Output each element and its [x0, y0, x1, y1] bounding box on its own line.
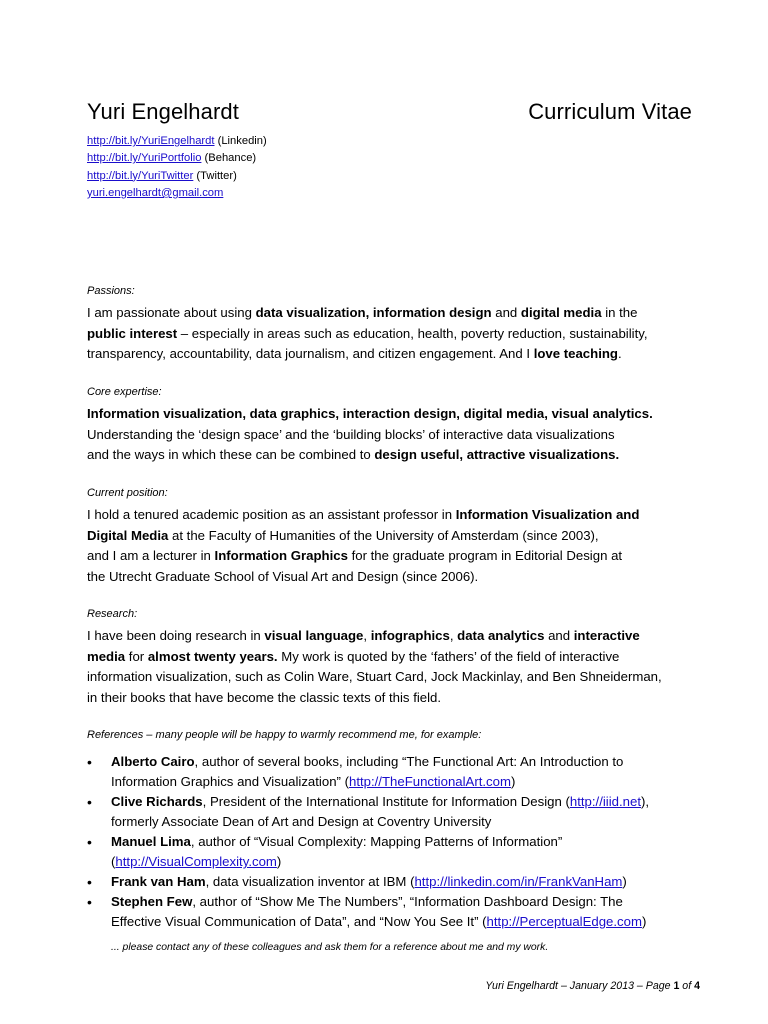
- page-number: 1: [673, 980, 680, 992]
- text: .: [617, 346, 622, 362]
- text: ,: [449, 628, 458, 643]
- text: information design: [372, 305, 492, 320]
- footer-text: Yuri Engelhardt – January 2013 – Page: [485, 980, 674, 992]
- research-paragraph: [87, 626, 707, 708]
- text: transparency, accountability, data journalism, and citizen engagement. And I: [87, 346, 534, 362]
- reference-name: Alberto Cairo: [111, 754, 195, 769]
- list-item: [87, 752, 717, 792]
- reference-link[interactable]: http://VisualComplexity.com: [115, 854, 277, 869]
- text: design useful, attractive visualizations.: [374, 447, 620, 463]
- reference-link[interactable]: http://linkedin.com/in/FrankVanHam: [414, 874, 623, 889]
- text: I hold a tenured academic position as an assistant professor in: [87, 507, 456, 522]
- text: , author of several books, including “The Functional Art: An Introduction to: [194, 754, 624, 769]
- text: for: [125, 648, 148, 664]
- text: at the Faculty of Humanities of the University of Amsterdam (since 2003),: [168, 527, 599, 543]
- bullet-icon: •: [87, 834, 92, 850]
- text: and: [544, 628, 574, 643]
- list-item: [87, 832, 717, 872]
- text: data analytics: [457, 628, 545, 643]
- references-list: [87, 752, 717, 932]
- text: information visualization, such as Colin Ware, Stuart Card, Jock Mackinlay, and Ben Shneiderman,: [87, 669, 662, 685]
- text: Information Graphics and Visualization” (: [111, 774, 349, 789]
- text: the Utrecht Graduate School of Visual Art and Design (since 2006).: [87, 568, 479, 584]
- text: for the graduate program in Editorial Design at: [347, 548, 623, 564]
- text: and I am a lecturer in: [87, 548, 215, 564]
- linkedin-note: (Linkedin): [214, 135, 267, 147]
- bullet-icon: •: [87, 794, 92, 810]
- bullet-icon: •: [87, 894, 92, 910]
- text: My work is quoted by the ‘fathers’ of the field of interactive: [277, 648, 620, 664]
- position-paragraph: [87, 505, 707, 587]
- text: Digital Media: [87, 527, 169, 543]
- list-item: [87, 892, 717, 932]
- text: ): [510, 774, 516, 789]
- reference-name: Clive Richards: [111, 794, 203, 809]
- passions-label: Passions:: [87, 285, 135, 297]
- bullet-icon: •: [87, 874, 92, 890]
- text: , author of “Show Me The Numbers”, “Information Dashboard Design: The: [192, 894, 623, 909]
- text: Information Graphics: [214, 548, 348, 564]
- portfolio-link[interactable]: http://bit.ly/YuriPortfolio: [87, 152, 202, 165]
- text: ,: [365, 305, 373, 320]
- text: data visualization: [255, 305, 366, 320]
- text: ): [622, 874, 627, 889]
- text: love teaching: [533, 346, 618, 362]
- text: public interest: [87, 325, 178, 341]
- text: interactive: [573, 628, 640, 643]
- reference-name: Frank van Ham: [111, 874, 206, 889]
- position-label: Current position:: [87, 487, 168, 499]
- twitter-link[interactable]: http://bit.ly/YuriTwitter: [87, 169, 194, 182]
- text: in the: [601, 305, 638, 320]
- text: Effective Visual Communication of Data”, and “Now You See It” (: [111, 914, 487, 929]
- references-label: References – many people will be happy to warmly recommend me, for example:: [87, 729, 482, 741]
- text: ),: [640, 794, 650, 809]
- text: Understanding the ‘design space’ and the ‘building blocks’ of interactive data visualizations: [87, 426, 615, 442]
- author-name: Yuri Engelhardt: [87, 99, 239, 124]
- research-label: Research:: [87, 608, 138, 620]
- text: media: [87, 648, 126, 664]
- text: formerly Associate Dean of Art and Design at Coventry University: [111, 814, 492, 829]
- text: , President of the International Institute for Information Design (: [202, 794, 570, 809]
- reference-link[interactable]: http://iiid.net: [569, 794, 641, 809]
- text: and the ways in which these can be combined to: [87, 447, 375, 463]
- expertise-paragraph: [87, 404, 707, 466]
- text: infographics: [370, 628, 450, 643]
- text: digital media: [520, 305, 602, 320]
- text: ,: [363, 628, 371, 643]
- text: almost twenty years.: [147, 648, 278, 664]
- footer-text: of: [679, 980, 695, 992]
- page-total: 4: [694, 980, 700, 992]
- contact-links: [87, 133, 267, 202]
- text: – especially in areas such as education, health, poverty reduction, sustainability,: [177, 325, 648, 341]
- text: , data visualization inventor at IBM (: [205, 874, 415, 889]
- document-title: Curriculum Vitae: [528, 99, 692, 124]
- linkedin-link[interactable]: http://bit.ly/YuriEngelhardt: [87, 135, 215, 147]
- text: , author of “Visual Complexity: Mapping Patterns of Information”: [190, 834, 563, 849]
- text: Information visualization, data graphics, interaction design, digital media, visual analytics.: [87, 406, 653, 421]
- text: I have been doing research in: [87, 628, 265, 643]
- text: Information Visualization and: [455, 507, 640, 522]
- contact-email: [87, 185, 267, 202]
- contact-linkedin: [87, 133, 267, 150]
- references-closing-note: ... please contact any of these colleagues and ask them for a reference about me and my work.: [111, 942, 549, 953]
- list-item: [87, 872, 717, 892]
- passions-paragraph: [87, 303, 707, 365]
- text: ): [641, 914, 647, 929]
- reference-name: Manuel Lima: [111, 834, 191, 849]
- reference-link[interactable]: http://PerceptualEdge.com: [486, 914, 642, 929]
- reference-name: Stephen Few: [111, 894, 193, 909]
- text: ): [276, 854, 282, 869]
- twitter-note: (Twitter): [193, 169, 237, 182]
- text: (: [111, 854, 116, 869]
- text: I am passionate about using: [87, 305, 256, 320]
- text: in their books that have become the classic texts of this field.: [87, 689, 442, 705]
- portfolio-note: (Behance): [201, 152, 257, 165]
- page-footer: [485, 980, 700, 992]
- contact-portfolio: [87, 150, 267, 167]
- bullet-icon: •: [87, 754, 92, 770]
- text: visual language: [264, 628, 364, 643]
- contact-twitter: [87, 168, 267, 185]
- text: and: [491, 305, 521, 320]
- reference-link[interactable]: http://TheFunctionalArt.com: [348, 774, 511, 789]
- email-link[interactable]: yuri.engelhardt@gmail.com: [87, 186, 224, 199]
- expertise-label: Core expertise:: [87, 386, 162, 398]
- list-item: [87, 792, 717, 832]
